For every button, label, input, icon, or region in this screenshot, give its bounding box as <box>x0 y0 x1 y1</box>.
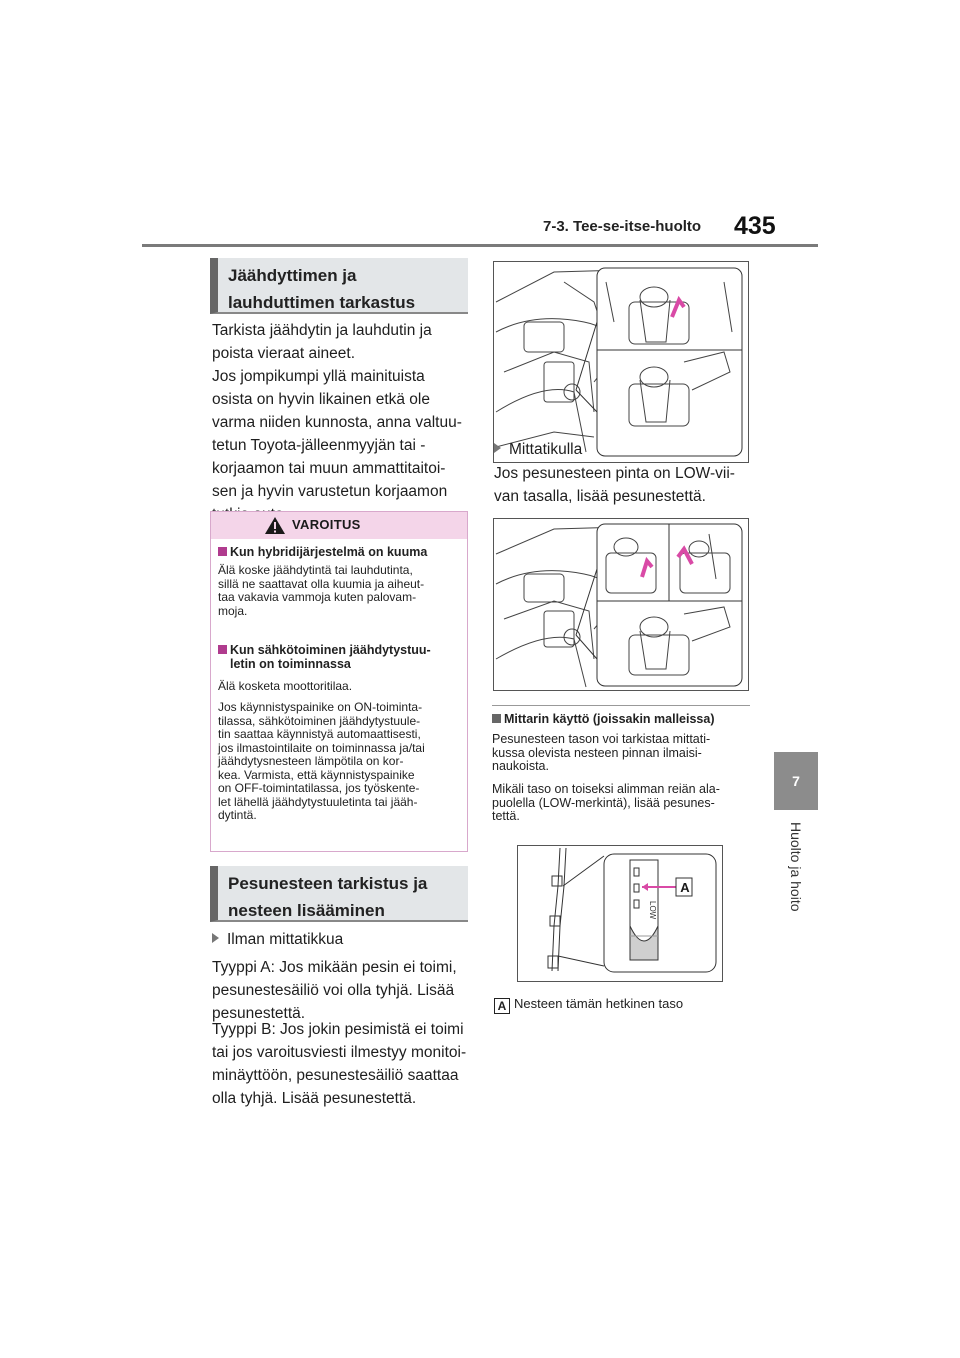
triangle-bullet-icon <box>494 443 501 453</box>
legend-badge: A <box>494 998 510 1014</box>
gauge-subheading: Mittarin käyttö (joissakin malleissa) <box>492 713 754 727</box>
square-bullet-icon <box>218 645 227 654</box>
chapter-side-label: Huolto ja hoito <box>788 822 804 912</box>
figure-legend: A Nesteen tämän hetkinen taso <box>494 996 754 1014</box>
square-bullet-icon <box>492 714 501 723</box>
type-a-paragraph: Tyyppi A: Jos mikään pesin ei toimi, pesunestesäiliö voi olla tyhjä. Lisää pesunestettä. <box>212 959 457 1022</box>
caution-item1-title: Kun hybridijärjestelmä on kuuma <box>218 546 462 560</box>
low-line-paragraph: Jos pesunesteen pinta on LOW-vii- van tasalla, lisää pesunestettä. <box>494 465 735 505</box>
square-bullet-icon <box>218 547 227 556</box>
header-divider <box>142 244 818 247</box>
caution-item2-text1: Älä kosketa moottoritilaa. <box>218 679 353 693</box>
caution-title: VAROITUS <box>292 517 361 532</box>
dipstick-drawing <box>518 846 722 981</box>
heading-washer-fluid: Pesunesteen tarkistus ja nesteen lisääminen <box>210 866 468 922</box>
engine-bay-drawing <box>494 262 748 462</box>
caution-header <box>211 512 467 539</box>
caution-item2-title: Kun sähkötoiminen jäähdytystuu- letin on toiminnassa <box>218 644 462 671</box>
bullet-with-dipstick: Mittatikulla <box>494 438 750 461</box>
section-title: 7-3. Tee-se-itse-huolto <box>543 218 702 235</box>
low-mark: LOW <box>648 901 657 920</box>
page-number: 435 <box>734 212 776 240</box>
warning-triangle-icon <box>264 516 286 535</box>
type-b-paragraph: Tyyppi B: Jos jokin pesimistä ei toimi tai jos varoitusviesti ilmestyy monitoi- minäyttöön, pesunestesäiliö saattaa olla tyhjä. Lisää pesunestettä. <box>212 1021 467 1107</box>
engine-bay-drawing-2 <box>494 519 748 690</box>
caution-item1-text: Älä koske jäähdytintä tai lauhdutinta, sillä ne saattavat olla kuumia ja aiheut- taa vakavia vammoja kuten palovam- moja. <box>218 563 425 618</box>
engine-bay-illustration-no-dipstick <box>493 261 749 463</box>
caution-item2-text2: Jos käynnistyspainike on ON-toiminta- tilassa, sähkötoiminen jäähdytystuule- tin saattaa käynnistyä automaattisesti, jos ilmastointilaite on toiminnassa ja/tai jäähdytysnesteen lämpötila on kor- kea. Varmista, että käynnistyspainike on OFF-toimintatilassa, jos työskente- let lähellä jäähdytystuuletinta tai jääh- dytintä. <box>218 700 425 822</box>
radiator-paragraph: Tarkista jäähdytin ja lauhdutin ja poista vieraat aineet. Jos jompikumpi yllä mainituista osista on hyvin likainen etkä ole varma niiden kunnosta, anna valtuu- tetun Toyota-jälleenmyyjän tai - korjaamon tai muun ammattitaitoi- sen ja hyvin varustetun korjaamon <box>212 322 462 500</box>
engine-bay-illustration-dipstick <box>493 518 749 691</box>
section-rule <box>492 705 750 706</box>
chapter-number: 7 <box>792 773 800 789</box>
bullet-without-dipstick: Ilman mittatikkua <box>212 928 470 951</box>
chapter-tab[interactable] <box>774 752 818 810</box>
callout-label-a: A <box>680 880 690 895</box>
gauge-paragraph-1: Pesunesteen tason voi tarkistaa mittati- kussa olevista nesteen pinnan ilmaisi- naukoista. <box>492 732 711 773</box>
dipstick-gauge-illustration <box>517 845 723 982</box>
heading-radiator-check: Jäähdyttimen ja lauhduttimen tarkastus <box>210 258 468 314</box>
gauge-paragraph-2: Mikäli taso on toiseksi alimman reiän ala- puolella (LOW-merkintä), lisää pesunes- tettä. <box>492 782 720 823</box>
triangle-bullet-icon <box>212 933 219 943</box>
caution-box <box>210 511 468 852</box>
